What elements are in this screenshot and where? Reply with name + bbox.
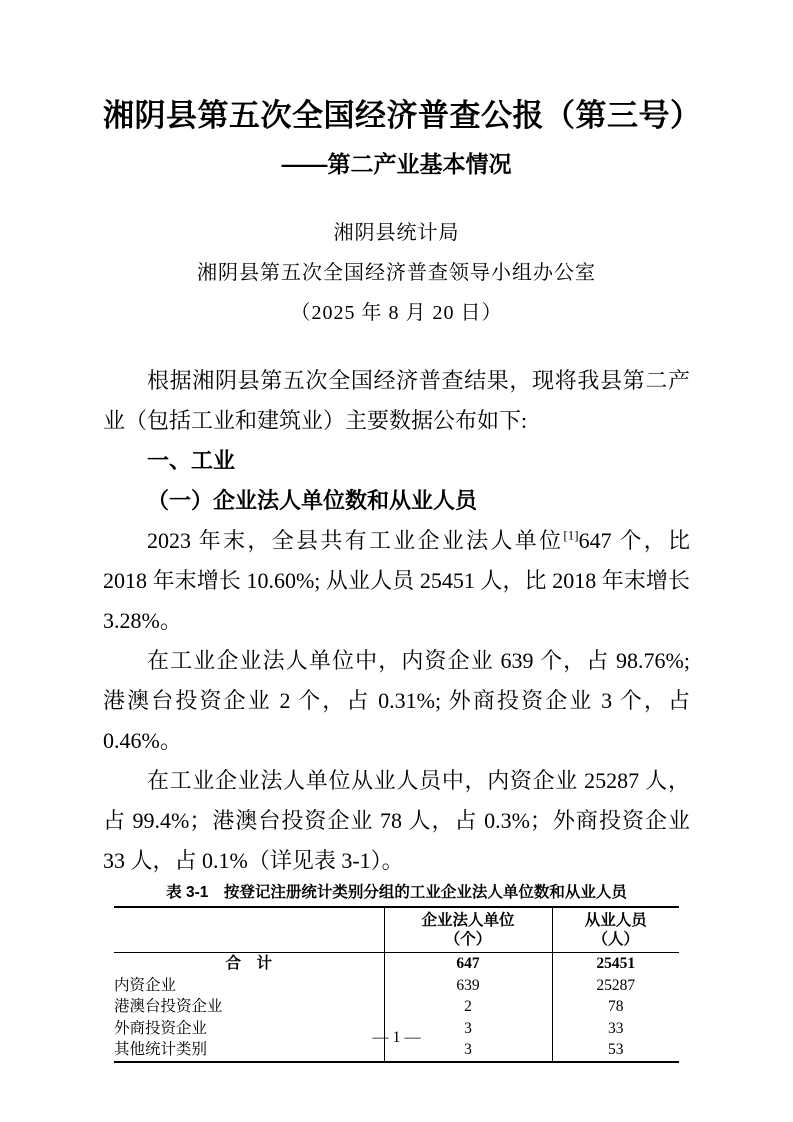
row-label: 内资企业 <box>114 976 177 994</box>
byline <box>103 213 690 333</box>
row-persons-value: 25287 <box>596 976 636 994</box>
byline-date: （2025 年 8 月 20 日） <box>290 302 503 324</box>
table-header-empty-cell <box>114 907 384 953</box>
row-units-value: 3 <box>384 1039 552 1062</box>
footnote-ref-1: [1] <box>563 527 579 543</box>
row-persons-value: 33 <box>608 1019 624 1037</box>
doc-subtitle: ——第二产业基本情况 <box>281 151 512 177</box>
row-persons-value: 78 <box>608 998 624 1015</box>
row-persons-value: 25451 <box>596 955 636 972</box>
table-header-persons <box>552 907 679 953</box>
doc-title: 湘阴县第五次全国经济普查公报（第三号） <box>103 98 702 133</box>
table-header-units-unit: （个） <box>444 931 492 948</box>
row-units-value: 639 <box>384 975 552 997</box>
paragraph-units-by-registration-type: 在工业企业法人单位中，内资企业 639 个，占 98.76%; 港澳台投资企业 2 个，占 0.31%; 外商投资企业 3 个，占 0.46%。 <box>103 648 690 753</box>
table-header-units-name: 企业法人单位 <box>421 912 515 929</box>
table-header-row <box>114 907 679 953</box>
document-body <box>103 361 690 881</box>
byline-org-census-office: 湘阴县第五次全国经济普查领导小组办公室 <box>197 262 596 284</box>
byline-org-statistics-bureau: 湘阴县统计局 <box>333 222 460 244</box>
table-header-persons-unit: （人） <box>592 931 639 948</box>
row-units-value: 2 <box>384 996 552 1018</box>
table-row-total <box>114 953 679 975</box>
row-units-value: 647 <box>384 953 552 975</box>
page-number: — 1 — <box>372 1029 421 1046</box>
table-header-units <box>384 907 552 953</box>
paragraph-units-overview <box>103 521 690 641</box>
table-row-domestic <box>114 975 679 997</box>
table-title: 表 3-1 按登记注册统计类别分组的工业企业法人单位数和从业人员 <box>166 884 627 901</box>
row-label: 合 计 <box>225 955 272 972</box>
subsection-heading-units-employees: （一）企业法人单位数和从业人员 <box>147 488 478 513</box>
table-row-hk-macao-taiwan <box>114 996 679 1018</box>
row-units-value: 3 <box>384 1018 552 1040</box>
row-label: 外商投资企业 <box>114 1019 208 1037</box>
section-heading-industry: 一、工业 <box>147 448 236 473</box>
paragraph-units-overview-text-1: 2023 年末，全县共有工业企业法人单位 <box>147 528 564 553</box>
row-label: 其他统计类别 <box>114 1041 208 1058</box>
row-label: 港澳台投资企业 <box>114 998 223 1015</box>
paragraph-employees-by-registration-type: 在工业企业法人单位从业人员中，内资企业 25287 人，占 99.4%；港澳台投资企业 78 人，占 0.3%；外商投资企业 33 人，占 0.1%（详见表 3-1）。 <box>103 768 690 873</box>
intro-paragraph: 根据湘阴县第五次全国经济普查结果，现将我县第二产业（包括工业和建筑业）主要数据公布如下: <box>103 368 690 433</box>
row-persons-value: 53 <box>608 1041 624 1058</box>
paragraph-units-overview-text-2: 647 个，比 2018 年末增长 10.60%; 从业人员 25451 人，比 2018 年末增长 3.28%。 <box>103 528 690 633</box>
table-header-persons-name: 从业人员 <box>584 912 647 929</box>
